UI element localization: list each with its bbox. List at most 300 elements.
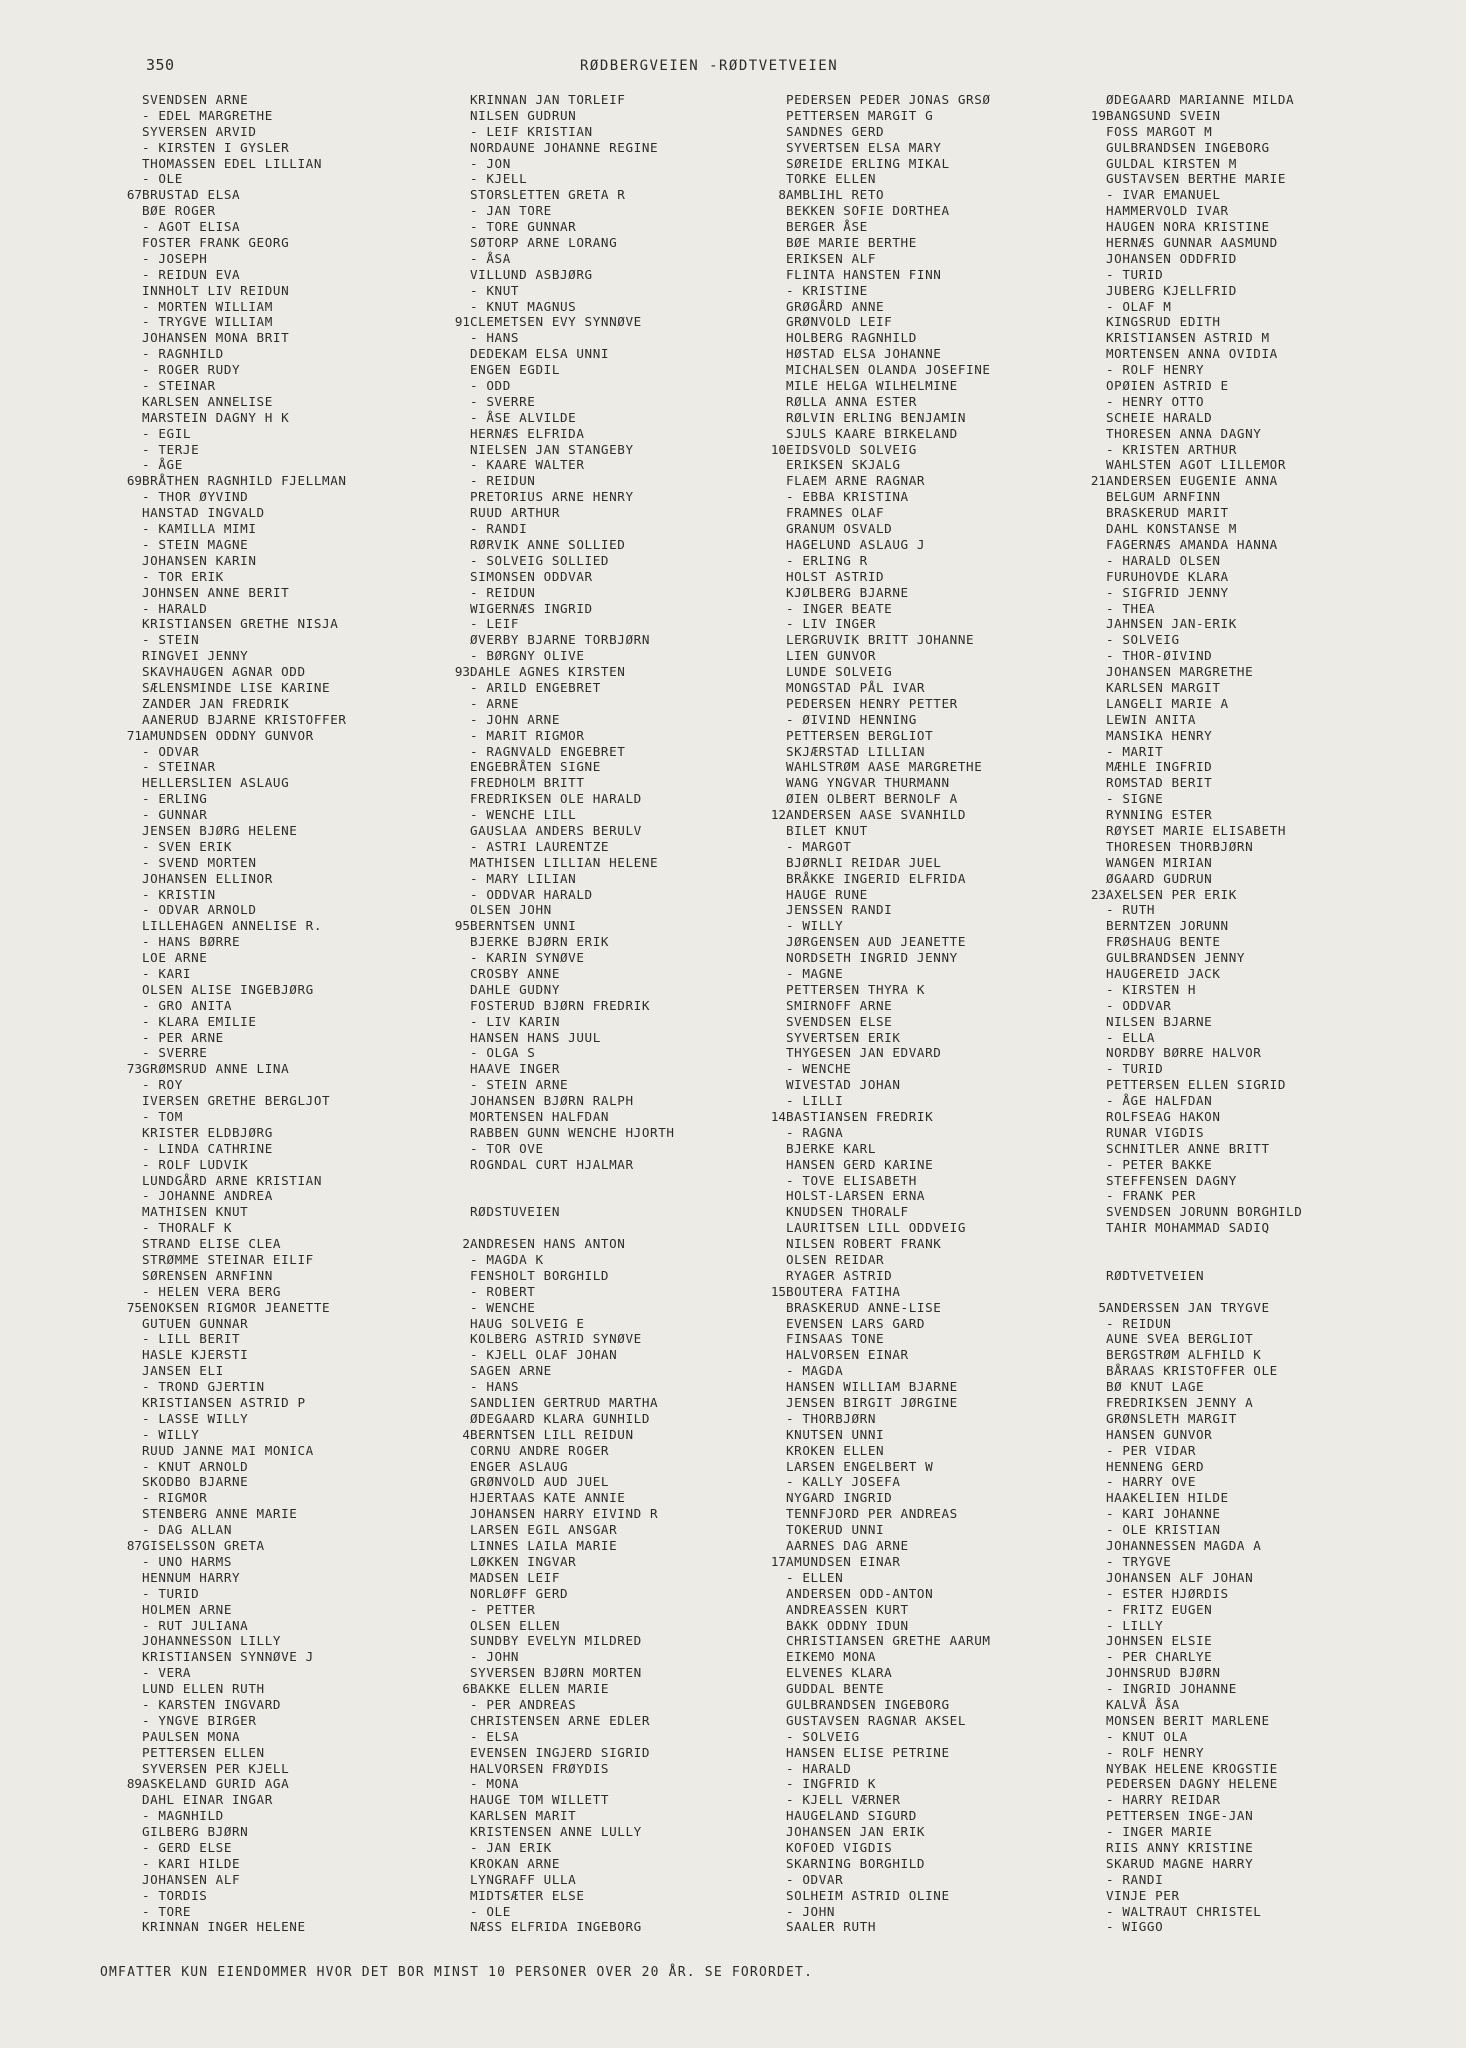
house-number: [424, 1268, 470, 1284]
directory-row: [96, 505, 436, 521]
resident-name: RUUD ARTHUR: [470, 505, 561, 521]
house-number: [1060, 426, 1106, 442]
directory-row: [740, 1077, 1080, 1093]
house-number: [424, 1284, 470, 1300]
resident-name: - ÅGE: [142, 457, 183, 473]
resident-name: PEDERSEN PEDER JONAS GRSØ: [786, 92, 991, 107]
directory-row: [424, 775, 764, 791]
house-number: [424, 1586, 470, 1602]
directory-row: [740, 330, 1080, 346]
directory-row: [96, 1490, 436, 1506]
directory-row: [1060, 1618, 1400, 1634]
directory-row: [740, 1157, 1080, 1173]
directory-row: [1060, 346, 1400, 362]
resident-name: - THOR ØYVIND: [142, 489, 249, 505]
house-number: 12: [770, 807, 786, 823]
house-number: 95: [454, 918, 470, 934]
directory-row: [96, 1379, 436, 1395]
house-number: [96, 1729, 142, 1745]
house-number: [424, 1395, 470, 1411]
house-number: [96, 1220, 142, 1236]
directory-row: [424, 1538, 764, 1554]
house-number: [96, 1109, 142, 1125]
house-number: [1060, 744, 1106, 760]
resident-name: RYNNING ESTER: [1106, 807, 1213, 823]
house-number: [740, 744, 786, 760]
resident-name: - IVAR EMANUEL: [1106, 187, 1221, 203]
resident-name: SYVERTSEN ELSA MARY: [786, 139, 942, 155]
house-number: [1060, 1331, 1106, 1347]
directory-row: [1060, 775, 1400, 791]
directory-row: [96, 156, 436, 172]
directory-row: [740, 378, 1080, 394]
house-number: [740, 156, 786, 172]
resident-name: ENOKSEN RIGMOR JEANETTE: [142, 1299, 331, 1315]
resident-name: SKAVHAUGEN AGNAR ODD: [142, 664, 306, 680]
directory-row: [424, 521, 764, 537]
directory-row: [1060, 839, 1400, 855]
house-number: [424, 505, 470, 521]
house-number: [740, 1506, 786, 1522]
house-number: [740, 1872, 786, 1888]
directory-row: [740, 1427, 1080, 1443]
house-number: [96, 744, 142, 760]
resident-name: PRETORIUS ARNE HENRY: [470, 489, 634, 505]
directory-row: [1060, 473, 1400, 489]
directory-row: [96, 1824, 436, 1840]
resident-name: PEDERSEN DAGNY HELENE: [1106, 1776, 1278, 1792]
directory-row: [740, 1824, 1080, 1840]
directory-row: [96, 187, 436, 203]
resident-name: OLSEN REIDAR: [786, 1252, 885, 1268]
house-number: [96, 1761, 142, 1777]
resident-name: - TORDIS: [142, 1887, 208, 1903]
house-number: [1060, 1538, 1106, 1554]
resident-name: ERIKSEN SKJALG: [786, 457, 901, 473]
directory-row: [424, 744, 764, 760]
directory-row: [740, 1761, 1080, 1777]
resident-name: THYGESEN JAN EDVARD: [786, 1045, 942, 1061]
resident-name: - ROLF LUDVIK: [142, 1156, 249, 1172]
resident-name: GULBRANDSEN INGEBORG: [786, 1696, 950, 1712]
directory-row: [424, 1077, 764, 1093]
directory-row: [1060, 251, 1400, 267]
directory-row: [1060, 457, 1400, 473]
directory-row: [1060, 1363, 1400, 1379]
directory-row: [424, 1459, 764, 1475]
resident-name: INNHOLT LIV REIDUN: [142, 282, 290, 298]
directory-row: [96, 1173, 436, 1189]
house-number: 4: [462, 1426, 470, 1442]
house-number: [424, 823, 470, 839]
directory-row: [424, 664, 764, 680]
house-number: [1060, 632, 1106, 648]
directory-row: [1060, 1141, 1400, 1157]
house-number: [1060, 92, 1106, 108]
resident-name: RØDSTUVEIEN: [470, 1204, 561, 1220]
resident-name: FREDRIKSEN JENNY A: [1106, 1395, 1254, 1411]
directory-row: [424, 616, 764, 632]
directory-row: [1060, 1602, 1400, 1618]
resident-name: - TOR ERIK: [142, 568, 224, 584]
resident-name: JOHANSEN MONA BRIT: [142, 330, 290, 346]
resident-name: KARLSEN MARIT: [470, 1808, 577, 1824]
directory-row: [1060, 823, 1400, 839]
house-number: [424, 569, 470, 585]
directory-row: [424, 1268, 764, 1284]
resident-name: JOHANSEN MARGRETHE: [1106, 664, 1254, 680]
house-number: [1060, 1395, 1106, 1411]
resident-name: LUND ELLEN RUTH: [142, 1681, 265, 1697]
resident-name: SIMONSEN ODDVAR: [470, 568, 593, 584]
resident-name: DAHLE AGNES KIRSTEN: [470, 664, 626, 680]
house-number: [424, 1220, 470, 1236]
page-number: 350: [146, 56, 175, 74]
resident-name: IVERSEN GRETHE BERGLJOT: [142, 1093, 331, 1109]
directory-row: [1060, 1316, 1400, 1332]
resident-name: RØRVIK ANNE SOLLIED: [470, 536, 626, 552]
directory-row: [96, 1061, 436, 1077]
house-number: [740, 1729, 786, 1745]
resident-name: LOE ARNE: [142, 950, 208, 966]
directory-row: [1060, 601, 1400, 617]
directory-row: [1060, 1125, 1400, 1141]
directory-row: [740, 712, 1080, 728]
resident-name: KRISTIANSEN SYNNØVE J: [142, 1649, 314, 1665]
house-number: [1060, 934, 1106, 950]
house-number: [424, 1618, 470, 1634]
directory-row: [424, 1729, 764, 1745]
house-number: [1060, 902, 1106, 918]
resident-name: - REIDUN: [470, 473, 536, 489]
house-number: [424, 1204, 470, 1220]
directory-row: [424, 1856, 764, 1872]
directory-row: [740, 219, 1080, 235]
house-number: [1060, 601, 1106, 617]
house-number: [96, 1919, 142, 1935]
directory-row: [424, 394, 764, 410]
resident-name: JENSEN BIRGIT JØRGINE: [786, 1395, 958, 1411]
directory-row: [740, 1904, 1080, 1920]
house-number: [1060, 664, 1106, 680]
directory-row: [1060, 1808, 1400, 1824]
resident-name: - KIRSTEN H: [1106, 981, 1197, 997]
house-number: [96, 902, 142, 918]
directory-row: [740, 1363, 1080, 1379]
directory-row: [740, 585, 1080, 601]
directory-row: [740, 839, 1080, 855]
directory-row: [424, 1204, 764, 1220]
resident-name: MONGSTAD PÅL IVAR: [786, 679, 926, 695]
directory-row: [96, 267, 436, 283]
resident-name: - MAGDA K: [470, 1252, 544, 1268]
house-number: [740, 982, 786, 998]
resident-name: - MARIT RIGMOR: [470, 727, 585, 743]
house-number: [740, 1633, 786, 1649]
directory-row: [424, 203, 764, 219]
house-number: [740, 1919, 786, 1935]
directory-row: [96, 330, 436, 346]
house-number: [1060, 283, 1106, 299]
resident-name: BJØRNLI REIDAR JUEL: [786, 854, 942, 870]
house-number: [424, 140, 470, 156]
house-number: [1060, 187, 1106, 203]
resident-name: SØTORP ARNE LORANG: [470, 235, 618, 251]
directory-row: [740, 1141, 1080, 1157]
resident-name: HANSEN GERD KARINE: [786, 1156, 934, 1172]
directory-row: [740, 918, 1080, 934]
resident-name: NORDBY BØRRE HALVOR: [1106, 1045, 1262, 1061]
resident-name: - KARI HILDE: [142, 1855, 241, 1871]
house-number: [424, 108, 470, 124]
resident-name: HALVORSEN FRØYDIS: [470, 1760, 610, 1776]
house-number: [424, 1252, 470, 1268]
resident-name: EVENSEN LARS GARD: [786, 1315, 926, 1331]
directory-row: [96, 823, 436, 839]
resident-name: KRINNAN JAN TORLEIF: [470, 92, 626, 107]
house-number: [424, 982, 470, 998]
resident-name: - THEA: [1106, 600, 1156, 616]
resident-name: HOLMEN ARNE: [142, 1601, 233, 1617]
directory-row: [96, 728, 436, 744]
directory-row: [424, 918, 764, 934]
directory-row: [1060, 1252, 1400, 1268]
directory-row: [740, 1522, 1080, 1538]
directory-row: [424, 1490, 764, 1506]
resident-name: - KIRSTEN I GYSLER: [142, 139, 290, 155]
house-number: [1060, 982, 1106, 998]
directory-row: [96, 887, 436, 903]
directory-row: [740, 982, 1080, 998]
resident-name: JOHNSEN ANNE BERIT: [142, 584, 290, 600]
house-number: [740, 728, 786, 744]
house-number: [740, 1077, 786, 1093]
resident-name: ØIEN OLBERT BERNOLF A: [786, 791, 958, 807]
resident-name: - MORTEN WILLIAM: [142, 298, 273, 314]
resident-name: - KRISTEN ARTHUR: [1106, 441, 1237, 457]
house-number: [1060, 1014, 1106, 1030]
directory-row: [96, 1681, 436, 1697]
house-number: [424, 362, 470, 378]
resident-name: SJULS KAARE BIRKELAND: [786, 425, 958, 441]
directory-row: [1060, 1443, 1400, 1459]
resident-name: - OLGA S: [470, 1045, 536, 1061]
resident-name: - STEIN: [142, 632, 200, 648]
resident-name: GUSTAVSEN BERTHE MARIE: [1106, 171, 1287, 187]
house-number: [1060, 1665, 1106, 1681]
directory-row: [1060, 171, 1400, 187]
resident-name: BERNTSEN LILL REIDUN: [470, 1426, 634, 1442]
directory-row: [740, 1681, 1080, 1697]
directory-row: [424, 1014, 764, 1030]
directory-row: [1060, 1474, 1400, 1490]
resident-name: ENGEN EGDIL: [470, 362, 561, 378]
resident-name: HALVORSEN EINAR: [786, 1347, 909, 1363]
resident-name: FRØSHAUG BENTE: [1106, 934, 1221, 950]
house-number: [740, 712, 786, 728]
house-number: [1060, 1618, 1106, 1634]
house-number: 89: [126, 1776, 142, 1792]
house-number: [96, 457, 142, 473]
resident-name: - ERLING R: [786, 552, 868, 568]
directory-row: [424, 1030, 764, 1046]
resident-name: JOHANSEN ELLINOR: [142, 870, 273, 886]
house-number: [96, 807, 142, 823]
directory-row: [740, 1506, 1080, 1522]
directory-row: [1060, 156, 1400, 172]
resident-name: - LILL BERIT: [142, 1331, 241, 1347]
house-number: [424, 855, 470, 871]
resident-name: - JOHN: [470, 1649, 520, 1665]
directory-row: [96, 473, 436, 489]
directory-row: [1060, 648, 1400, 664]
resident-name: BØ KNUT LAGE: [1106, 1379, 1205, 1395]
house-number: [424, 1331, 470, 1347]
house-number: [1060, 521, 1106, 537]
house-number: [424, 632, 470, 648]
directory-row: [1060, 1570, 1400, 1586]
resident-name: HAAVE INGER: [470, 1061, 561, 1077]
resident-name: HANSEN HANS JUUL: [470, 1029, 601, 1045]
directory-row: [96, 1363, 436, 1379]
house-number: [424, 330, 470, 346]
house-number: [1060, 1824, 1106, 1840]
resident-name: NILSEN ROBERT FRANK: [786, 1236, 942, 1252]
resident-name: WIVESTAD JOHAN: [786, 1077, 901, 1093]
directory-row: [96, 1427, 436, 1443]
resident-name: ZANDER JAN FREDRIK: [142, 695, 290, 711]
house-number: [424, 1459, 470, 1475]
directory-row: [740, 537, 1080, 553]
house-number: [424, 1125, 470, 1141]
resident-name: FLAEM ARNE RAGNAR: [786, 473, 926, 489]
resident-name: SVENDSEN JORUNN BORGHILD: [1106, 1204, 1303, 1220]
house-number: [424, 1093, 470, 1109]
directory-row: [740, 1045, 1080, 1061]
resident-name: THOMASSEN EDEL LILLIAN: [142, 155, 323, 171]
house-number: [424, 410, 470, 426]
resident-name: FOSTER FRANK GEORG: [142, 235, 290, 251]
resident-name: KROKAN ARNE: [470, 1855, 561, 1871]
resident-name: - WILLY: [142, 1426, 200, 1442]
resident-name: JOHANSEN BJØRN RALPH: [470, 1093, 634, 1109]
resident-name: - TRYGVE: [1106, 1553, 1172, 1569]
directory-row: [740, 314, 1080, 330]
directory-row: [424, 187, 764, 203]
resident-name: LANGELI MARIE A: [1106, 695, 1229, 711]
directory-row: [96, 235, 436, 251]
house-number: [1060, 1697, 1106, 1713]
house-number: [96, 759, 142, 775]
resident-name: - KJELL OLAF JOHAN: [470, 1347, 618, 1363]
resident-name: HENNENG GERD: [1106, 1458, 1205, 1474]
resident-name: BILET KNUT: [786, 822, 868, 838]
house-number: [740, 871, 786, 887]
resident-name: - ELLA: [1106, 1029, 1156, 1045]
directory-row: [96, 759, 436, 775]
directory-row: [96, 1252, 436, 1268]
house-number: [740, 219, 786, 235]
house-number: [1060, 1602, 1106, 1618]
house-number: [1060, 124, 1106, 140]
resident-name: SAALER RUTH: [786, 1919, 877, 1935]
directory-row: [1060, 1904, 1400, 1920]
house-number: [1060, 1173, 1106, 1189]
resident-name: JOHNSEN ELSIE: [1106, 1633, 1213, 1649]
house-number: [1060, 537, 1106, 553]
directory-row: [96, 1093, 436, 1109]
house-number: [1060, 203, 1106, 219]
directory-row: [424, 1904, 764, 1920]
directory-row: [740, 187, 1080, 203]
resident-name: FLINTA HANSTEN FINN: [786, 266, 942, 282]
house-number: [740, 1030, 786, 1046]
directory-row: [96, 1729, 436, 1745]
resident-name: RØYSET MARIE ELISABETH: [1106, 822, 1287, 838]
resident-name: GRØNSLETH MARGIT: [1106, 1410, 1237, 1426]
directory-row: [96, 1188, 436, 1204]
directory-row: [1060, 1856, 1400, 1872]
resident-name: HANSEN WILLIAM BJARNE: [786, 1379, 958, 1395]
house-number: [424, 1316, 470, 1332]
resident-name: - TERJE: [142, 441, 200, 457]
resident-name: - HARRY OVE: [1106, 1474, 1197, 1490]
directory-row: [96, 378, 436, 394]
resident-name: HAUGEREID JACK: [1106, 965, 1221, 981]
house-number: [1060, 1443, 1106, 1459]
directory-row: [96, 632, 436, 648]
resident-name: PEDERSEN HENRY PETTER: [786, 695, 958, 711]
house-number: 14: [770, 1109, 786, 1124]
resident-name: - KNUT OLA: [1106, 1728, 1188, 1744]
directory-row: [424, 1331, 764, 1347]
resident-name: - WIGGO: [1106, 1919, 1164, 1935]
resident-name: NILSEN BJARNE: [1106, 1013, 1213, 1029]
directory-row: [96, 1586, 436, 1602]
house-number: [96, 1745, 142, 1761]
directory-row: [1060, 1188, 1400, 1204]
resident-name: JOHANSEN ALF JOHAN: [1106, 1569, 1254, 1585]
house-number: [740, 457, 786, 473]
resident-name: MORTENSEN ANNA OVIDIA: [1106, 346, 1278, 362]
resident-name: - ROLF HENRY: [1106, 1744, 1205, 1760]
house-number: [96, 362, 142, 378]
house-number: [740, 1045, 786, 1061]
resident-name: - KRISTINE: [786, 282, 868, 298]
house-number: [1060, 394, 1106, 410]
directory-row: [96, 744, 436, 760]
directory-row: [1060, 124, 1400, 140]
resident-name: - THORBJØRN: [786, 1410, 877, 1426]
resident-name: - TORE: [142, 1903, 192, 1919]
house-number: 69: [126, 473, 142, 489]
resident-name: FURUHOVDE KLARA: [1106, 568, 1229, 584]
house-number: [424, 712, 470, 728]
house-number: [1060, 1157, 1106, 1173]
resident-name: DEDEKAM ELSA UNNI: [470, 346, 610, 362]
directory-row: [96, 601, 436, 617]
house-number: [424, 267, 470, 283]
resident-name: ØVERBY BJARNE TORBJØRN: [470, 632, 651, 648]
resident-name: SYVERSEN PER KJELL: [142, 1760, 290, 1776]
house-number: [96, 426, 142, 442]
resident-name: SMIRNOFF ARNE: [786, 997, 893, 1013]
house-number: [96, 1443, 142, 1459]
resident-name: MIDTSÆTER ELSE: [470, 1887, 585, 1903]
directory-row: [740, 442, 1080, 458]
resident-name: LAURITSEN LILL ODDVEIG: [786, 1220, 967, 1236]
directory-row: [740, 1633, 1080, 1649]
